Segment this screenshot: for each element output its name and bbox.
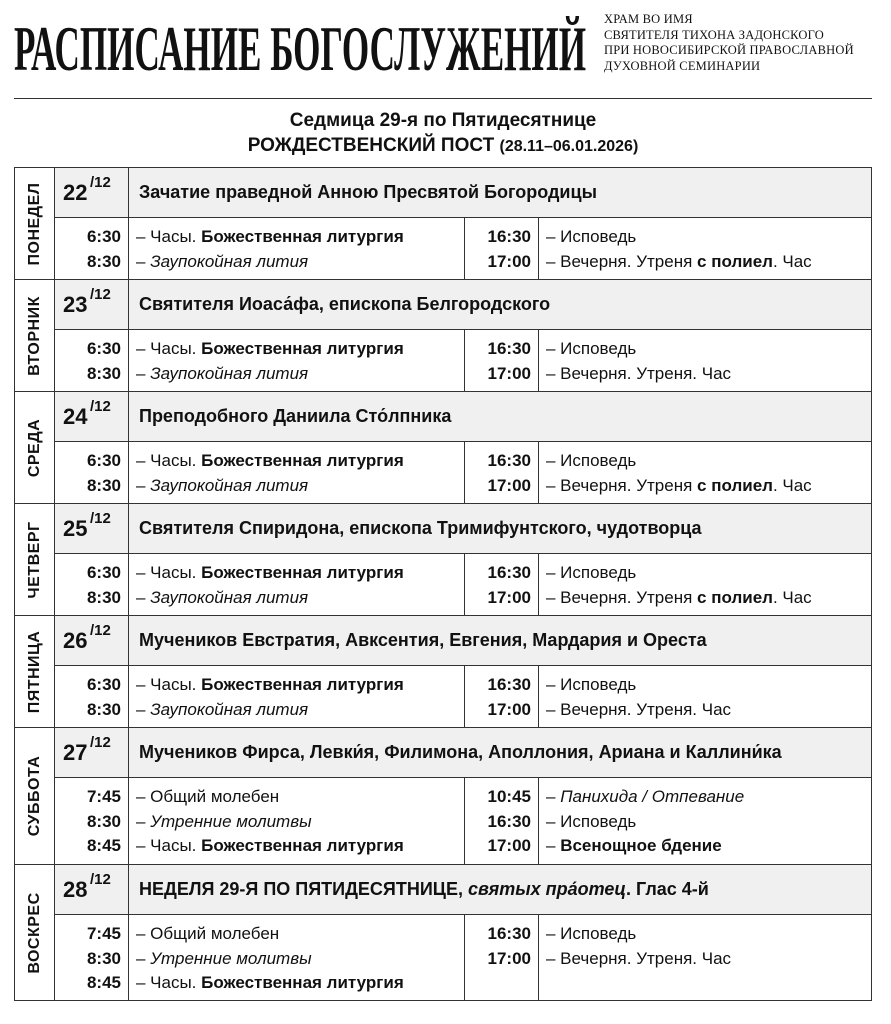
weekday-name: ПЯТНИЦА [25,630,43,713]
service-time: 16:30 [487,811,531,831]
evening-times [465,554,539,615]
service-text: – Вечерня. Утреня [546,251,698,271]
evening-services [539,554,871,615]
service-item [129,673,464,698]
morning-services [129,218,465,279]
service-text-bold: с полиел [697,587,773,607]
morning-times [55,330,129,391]
weekday-label [15,728,55,864]
service-item [539,449,871,474]
evening-times [465,330,539,391]
weekday-name: ПОНЕДЕЛ [25,182,43,265]
service-time: 16:30 [487,339,531,358]
page-header [0,0,891,100]
church-line-1: ХРАМ ВО ИМЯ [604,12,693,26]
evening-services [539,666,871,727]
service-item [129,474,464,499]
service-time: 8:30 [86,811,121,831]
morning-services [129,778,465,864]
day-block [14,167,872,279]
date-cell [55,728,129,777]
service-item [539,337,871,362]
date-month: /12 [90,622,111,639]
service-text: – [136,475,151,495]
date-month: /12 [90,398,111,415]
morning-services [129,666,465,727]
services [55,218,871,279]
date-day: 23 [63,292,88,317]
service-time: 8:30 [86,475,121,495]
date-cell [55,504,129,553]
service-text: – [136,699,151,719]
service-time: 8:30 [86,363,121,383]
services [55,442,871,503]
service-time: 8:30 [86,251,121,271]
service-item [129,561,464,586]
service-item [539,474,871,499]
service-text: – Часы. [136,675,202,694]
feast-name [139,294,550,315]
services [55,666,871,727]
service-text: – Часы. [136,973,202,992]
feast-name [139,742,782,763]
evening-services [539,915,871,1000]
service-text-bold: Всенощное бдение [560,836,722,855]
service-time: 16:30 [487,227,531,246]
evening-times [465,666,539,727]
service-time: 17:00 [487,475,531,495]
service-text-bold: с полиел [697,251,773,271]
service-time: 17:00 [487,699,531,719]
service-item [539,673,871,698]
weekday-label [15,280,55,391]
evening-services [539,218,871,279]
feast-row [55,392,871,442]
service-text: – Исповедь [546,563,637,582]
date-cell [55,168,129,217]
service-text-italic: Утренние молитвы [150,948,312,968]
days-list [14,167,872,1001]
service-text: – Часы. [136,451,202,470]
feast-row [55,280,871,330]
service-text: – Исповедь [546,227,637,246]
morning-times [55,915,129,1000]
service-item [539,834,871,859]
service-time: 16:30 [487,451,531,470]
day-block [14,615,872,727]
evening-times [465,442,539,503]
service-time: 17:00 [487,363,531,383]
church-name [604,12,884,74]
service-text-italic: Заупокойная лития [150,251,309,271]
feast-row [55,728,871,778]
service-text-bold: Божественная литургия [201,973,404,992]
date-month: /12 [90,510,111,527]
service-item [129,250,464,275]
feast-name [139,182,597,203]
feast-row [55,504,871,554]
service-text: – [546,836,561,855]
feast-name [139,630,707,651]
date-cell [55,280,129,329]
weekday-label [15,168,55,279]
service-time: 8:45 [86,973,121,992]
service-time: 17:00 [487,251,531,271]
morning-times [55,442,129,503]
service-time: 7:45 [86,924,121,943]
morning-services [129,330,465,391]
service-time: 17:00 [487,948,531,968]
feast-row [55,865,871,915]
service-text-italic: Утренние молитвы [150,811,312,831]
service-time: 8:30 [86,699,121,719]
service-text: – [136,811,151,831]
service-item [539,698,871,723]
service-time: 16:30 [487,924,531,943]
feast-text: Мучеников Фирса, Левки́я, Филимона, Аполлония, Ариана и Каллини́ка [139,742,782,762]
feast-row [55,168,871,218]
date-day: 22 [63,180,88,205]
service-item [539,586,871,611]
service-time: 7:45 [86,787,121,806]
date-cell [55,616,129,665]
service-item [129,947,464,972]
service-time: 17:00 [487,836,531,855]
service-text: – Часы. [136,563,202,582]
date-cell [55,392,129,441]
service-text-italic: Заупокойная лития [150,587,309,607]
service-text: – Вечерня. Утреня. Час [546,699,732,719]
feast-row [55,616,871,666]
service-text: – Исповедь [546,924,637,943]
church-line-2: СВЯТИТЕЛЯ ТИХОНА ЗАДОНСКОГО [604,27,824,42]
evening-services [539,442,871,503]
service-item [129,810,464,835]
weekday-name: ЧЕТВЕРГ [25,520,43,599]
date-day: 25 [63,516,88,541]
date-day: 26 [63,628,88,653]
service-time: 16:30 [487,563,531,582]
weekday-name: СРЕДА [25,418,43,477]
service-text-bold: Божественная литургия [201,339,404,358]
service-item [129,337,464,362]
service-time: 8:45 [86,836,121,855]
date-day: 28 [63,877,88,902]
service-text: – Вечерня. Утреня. Час [546,363,732,383]
day-block [14,503,872,615]
feast-text: Святителя Иоаса́фа, епископа Белгородского [139,294,551,314]
feast-text: Мучеников Евстратия, Авксентия, Евгения, Мардария и Ореста [139,630,707,650]
service-item [539,810,871,835]
day-block [14,391,872,503]
feast-text: Святителя Спиридона, епископа Тримифунтского, чудотворца [139,518,702,538]
service-time: 10:45 [487,787,531,806]
morning-times [55,554,129,615]
service-text: – [136,587,151,607]
service-item [539,250,871,275]
service-item [129,362,464,387]
service-item [539,947,871,972]
service-text: – Вечерня. Утреня. Час [546,948,732,968]
service-text-italic: Заупокойная лития [150,699,309,719]
service-text-bold: Божественная литургия [201,563,404,582]
fast-dates: (28.11–06.01.2026) [499,138,639,155]
service-text: – Исповедь [546,811,637,831]
service-time: 8:30 [86,948,121,968]
weekday-label [15,504,55,615]
service-text: – Исповедь [546,339,637,358]
date-month: /12 [90,174,111,191]
service-text: – Общий молебен [136,924,280,943]
weekday-name: СУББОТА [25,755,43,837]
evening-times [465,915,539,1000]
service-item [129,834,464,859]
feast-text: Преподобного Даниила Сто́лпника [139,406,452,426]
service-time: 16:30 [487,675,531,694]
service-text: – [136,363,151,383]
service-text-after: . Час [772,587,812,607]
service-item [129,449,464,474]
church-line-4: ДУХОВНОЙ СЕМИНАРИИ [604,58,761,73]
service-item [129,971,464,996]
services [55,778,871,864]
service-text: – Вечерня. Утреня [546,587,698,607]
service-item [129,225,464,250]
service-time: 17:00 [487,587,531,607]
feast-text: Зачатие праведной Анною Пресвятой Богородицы [139,182,597,202]
service-text-after: . Час [772,475,812,495]
service-text-bold: Божественная литургия [201,451,404,470]
schedule-sheet [14,98,872,1018]
feast-name [139,406,451,427]
week-title: Седмица 29-я по Пятидесятнице [289,110,597,131]
service-item [129,922,464,947]
date-day: 27 [63,740,88,765]
service-time: 6:30 [86,451,121,470]
week-heading [14,99,872,167]
service-item [129,698,464,723]
service-item [539,225,871,250]
services [55,330,871,391]
service-time: 6:30 [86,227,121,246]
date-month: /12 [90,286,111,303]
service-text-italic: Панихида / Отпевание [560,787,745,806]
service-text-italic: Заупокойная лития [150,475,309,495]
title-text: РАСПИСАНИЕ БОГОСЛУЖЕНИЙ [14,13,586,84]
service-item [539,561,871,586]
service-text: – [136,948,151,968]
weekday-label [15,865,55,1000]
morning-services [129,554,465,615]
service-item [129,586,464,611]
feast-text: НЕДЕЛЯ 29-Я ПО ПЯТИДЕСЯТНИЦЕ, [139,879,468,899]
service-text-bold: Божественная литургия [201,675,404,694]
service-text-bold: Божественная литургия [201,836,404,855]
service-time: 6:30 [86,675,121,694]
service-text: – [546,787,561,806]
service-text-bold: с полиел [697,475,773,495]
morning-times [55,778,129,864]
title-lettering-graphic [12,8,592,88]
church-line-3: ПРИ НОВОСИБИРСКОЙ ПРАВОСЛАВНОЙ [604,43,854,57]
day-block [14,864,872,1001]
date-cell [55,865,129,914]
service-text-bold: Божественная литургия [201,227,404,246]
day-block [14,279,872,391]
service-item [539,922,871,947]
morning-times [55,218,129,279]
service-item [539,785,871,810]
service-item [129,785,464,810]
weekday-name: ВТОРНИК [25,295,43,376]
date-month: /12 [90,734,111,751]
service-text: – Часы. [136,836,202,855]
morning-services [129,915,465,1000]
service-text: – Часы. [136,339,202,358]
service-text: – Общий молебен [136,787,280,806]
schedule-title-logo [12,8,592,88]
date-day: 24 [63,404,88,429]
feast-text-after: . Глас 4-й [626,879,709,899]
service-text: – Исповедь [546,451,637,470]
service-time: 8:30 [86,587,121,607]
services [55,915,871,1000]
service-time: 6:30 [86,339,121,358]
weekday-name: ВОСКРЕС [25,891,43,974]
fast-name: РОЖДЕСТВЕНСКИЙ ПОСТ [247,135,495,156]
service-item [539,362,871,387]
evening-services [539,330,871,391]
service-text: – [136,251,151,271]
feast-name [139,879,709,900]
feast-name [139,518,702,539]
evening-times [465,218,539,279]
weekday-label [15,616,55,727]
weekday-label [15,392,55,503]
service-text: – Часы. [136,227,202,246]
service-text: – Исповедь [546,675,637,694]
date-month: /12 [90,871,111,888]
service-text: – Вечерня. Утреня [546,475,698,495]
services [55,554,871,615]
morning-services [129,442,465,503]
evening-times [465,778,539,864]
day-block [14,727,872,864]
fast-title [14,133,872,159]
evening-services [539,778,871,864]
service-text-after: . Час [772,251,812,271]
morning-times [55,666,129,727]
feast-text-italic: святых пра́отец [467,879,627,899]
service-text-italic: Заупокойная лития [150,363,309,383]
service-time: 6:30 [86,563,121,582]
